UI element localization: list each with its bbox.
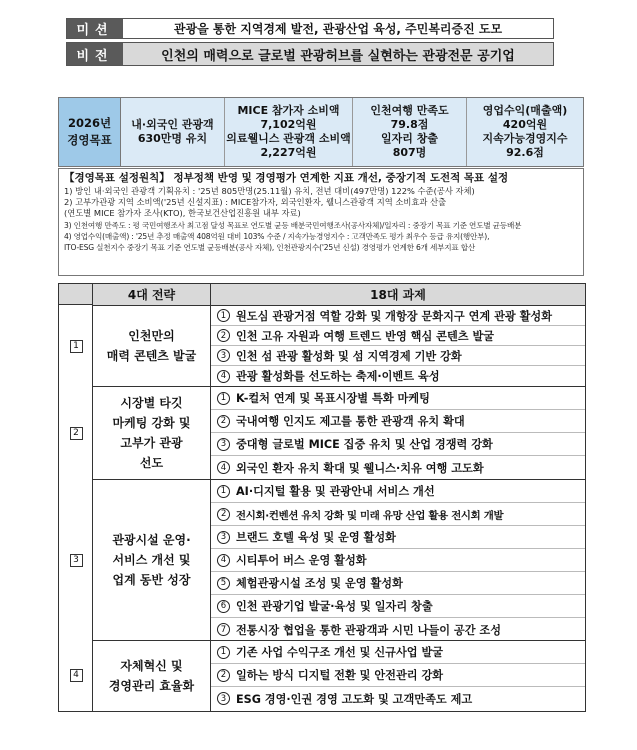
goal-line: 7,102억원 — [260, 118, 317, 131]
task-number-circle: 3 — [217, 349, 230, 362]
strategy-number-box: 1 — [70, 340, 83, 353]
task-item — [211, 549, 585, 572]
task-item — [211, 306, 585, 326]
strategy-name-line: 서비스 개선 및 — [112, 553, 191, 567]
strategy-name — [93, 306, 211, 386]
task-number-circle: 2 — [217, 329, 230, 342]
task-number-circle: 6 — [217, 600, 230, 613]
goal-cell — [467, 98, 583, 166]
strategy-name-line: 경영관리 효율화 — [108, 679, 195, 693]
task-number-circle: 4 — [217, 370, 230, 383]
strategy-name-line: 관광시설 운영· — [112, 533, 191, 547]
goal-cell — [225, 98, 353, 166]
task-number-circle: 1 — [217, 309, 230, 322]
goal-line: 인천여행 만족도 — [370, 104, 449, 117]
mission-label: 미션 — [67, 19, 123, 38]
task-text: 일하는 방식 디지털 전환 및 안전관리 강화 — [236, 669, 444, 682]
strategy-name-line: 시장별 타깃 — [120, 396, 183, 410]
goal-line: 내·외국인 관광객 — [131, 118, 214, 131]
task-text: 전통시장 협업을 통한 관광객과 시민 나들이 공간 조성 — [236, 623, 502, 637]
goal-line: 의료웰니스 관광객 소비액 — [226, 132, 351, 145]
task-text: 브랜드 호텔 육성 및 운영 활성화 — [236, 531, 396, 544]
task-number-circle: 2 — [217, 415, 230, 428]
task-item — [211, 480, 585, 503]
task-text: 전시회·컨벤션 유치 강화 및 미래 유망 산업 활용 전시회 개발 — [236, 509, 504, 522]
strategy-row — [73, 480, 585, 641]
task-number-circle: 5 — [217, 577, 230, 590]
strategy-number — [59, 306, 93, 386]
strategy-row — [73, 641, 585, 711]
task-item — [211, 326, 585, 346]
goal-line: 지속가능경영지수 — [482, 132, 568, 145]
goal-line: 2,227억원 — [260, 146, 317, 159]
notes-title: 【경영목표 설정원칙】 정부정책 반영 및 경영평가 연계한 지표 개선, 중장기적 도전적 목표 설정 — [64, 172, 509, 184]
task-text: 기존 사업 수익구조 개선 및 신규사업 발굴 — [236, 646, 444, 659]
goal-line: 807명 — [392, 146, 427, 159]
note-line: 2) 고부가관광 지역 소비액('25년 신설지표) : MICE참가자, 외국인환자, 웰니스관광객 지역 소비효과 산출 — [64, 197, 447, 208]
goals-heading-year: 2026년 — [67, 116, 112, 130]
task-number-circle: 1 — [217, 392, 230, 405]
task-text: 중대형 글로벌 MICE 집중 유치 및 산업 경쟁력 강화 — [236, 438, 493, 451]
strategy-header-col2: 18대 과제 — [370, 288, 426, 302]
note-line: ITO-ESG 실천지수 중장기 목표 기준 연도별 균등배분(공사 자체), 인천관광지수('25년 신설) 경영평가 연계한 6개 세부지표 합산 — [64, 243, 476, 253]
goal-line: 92.6점 — [506, 146, 544, 159]
strategy-name-line: 마케팅 강화 및 — [112, 416, 191, 430]
task-item — [211, 618, 585, 641]
task-item — [211, 595, 585, 618]
task-list — [211, 387, 585, 479]
task-text: 원도심 관광거점 역할 강화 및 개항장 문화지구 연계 관광 활성화 — [236, 309, 553, 323]
number-column-header — [58, 283, 92, 305]
task-item — [211, 572, 585, 595]
task-number-circle: 7 — [217, 623, 230, 636]
goal-line: 420억원 — [502, 118, 548, 131]
task-item — [211, 641, 585, 664]
task-list — [211, 641, 585, 711]
strategy-table — [73, 283, 586, 712]
goal-cell — [121, 98, 225, 166]
note-line: (연도별 MICE 참가자 조사(KTO), 한국보건산업진흥원 내부 자료) — [64, 208, 301, 219]
task-number-circle: 1 — [217, 646, 230, 659]
task-text: ESG 경영·인권 경영 고도화 및 고객만족도 제고 — [236, 692, 473, 706]
strategy-number — [59, 387, 93, 479]
task-number-circle: 3 — [217, 531, 230, 544]
task-number-circle: 4 — [217, 461, 230, 474]
task-number-circle: 3 — [217, 438, 230, 451]
goals-heading-label: 경영목표 — [67, 133, 112, 147]
strategy-number-box: 2 — [70, 427, 83, 440]
task-item — [211, 433, 585, 456]
strategy-name-line: 매력 콘텐츠 발굴 — [106, 349, 197, 363]
task-number-circle: 4 — [217, 554, 230, 567]
task-item — [211, 456, 585, 479]
goal-line: 영업수익(매출액) — [482, 104, 568, 117]
goals-table — [58, 97, 584, 167]
goal-setting-notes — [58, 168, 584, 276]
strategy-name — [93, 480, 211, 640]
task-number-circle: 2 — [217, 508, 230, 521]
task-item — [211, 664, 585, 687]
strategy-row — [73, 306, 585, 387]
task-text: 국내여행 인지도 제고를 통한 관광객 유치 확대 — [236, 415, 465, 428]
strategy-name-line: 자체혁신 및 — [120, 659, 183, 673]
goal-cell — [353, 98, 467, 166]
strategy-name-line: 업계 동반 성장 — [112, 573, 191, 587]
vision-text: 인천의 매력으로 글로벌 관광허브를 실현하는 관광전문 공기업 — [123, 43, 553, 65]
strategy-name-line: 선도 — [139, 456, 164, 470]
goal-line: 79.8점 — [390, 118, 429, 131]
task-text: 시티투어 버스 운영 활성화 — [236, 554, 367, 567]
task-item — [211, 346, 585, 366]
task-item — [211, 366, 585, 386]
strategy-number-box: 4 — [70, 669, 83, 682]
note-line: 4) 영업수익(매출액) : '25년 추정 매출액 408억원 대비 103% 수준 / 지속가능경영지수 : 고객만족도 평가 최우수 등급 유지(행안부), — [64, 231, 490, 241]
goal-line: 630만명 유치 — [137, 132, 208, 145]
strategy-number — [59, 480, 93, 640]
strategy-row — [73, 387, 585, 480]
task-item — [211, 503, 585, 526]
task-number-circle: 2 — [217, 669, 230, 682]
mission-row — [66, 18, 554, 39]
task-text: K-컬처 연계 및 목표시장별 특화 마케팅 — [236, 392, 430, 405]
mission-text: 관광을 통한 지역경제 발전, 관광산업 육성, 주민복리증진 도모 — [123, 19, 553, 38]
strategy-name-line: 인천만의 — [128, 329, 175, 343]
strategy-header-col1: 4대 전략 — [93, 284, 211, 305]
strategy-number-box: 3 — [70, 554, 83, 567]
task-number-circle: 1 — [217, 485, 230, 498]
task-text: 인천 관광기업 발굴·육성 및 일자리 창출 — [236, 600, 433, 613]
task-list — [211, 306, 585, 386]
task-text: 관광 활성화를 선도하는 축제·이벤트 육성 — [236, 370, 440, 383]
strategy-name-line: 고부가 관광 — [120, 436, 183, 450]
vision-row — [66, 42, 554, 66]
strategy-name — [93, 387, 211, 479]
goal-line: MICE 참가자 소비액 — [237, 104, 340, 117]
task-text: 인천 섬 관광 활성화 및 섬 지역경제 기반 강화 — [236, 349, 462, 363]
goals-heading — [59, 98, 121, 166]
task-item — [211, 526, 585, 549]
task-text: 인천 고유 자원과 여행 트렌드 반영 핵심 콘텐츠 발굴 — [236, 329, 495, 343]
note-line: 1) 방인 내·외국인 관광객 기획유치 : '25년 805만명(25.11월) 유치, 전년 대비(497만명) 122% 수준(공사 자체) — [64, 186, 475, 196]
task-item — [211, 387, 585, 410]
task-text: 외국인 환자 유치 확대 및 웰니스·치유 여행 고도화 — [236, 461, 484, 475]
task-number-circle: 3 — [217, 692, 230, 705]
note-line: 3) 인천여행 만족도 : 평 국민여행조사 최고점 달성 목표로 연도별 균등 배분국민여행조사(공사자체)/일자리 : 중장기 목표 기준 연도별 균등배분 — [64, 220, 522, 230]
goal-line: 일자리 창출 — [381, 132, 438, 145]
task-item — [211, 410, 585, 433]
task-item — [211, 687, 585, 710]
task-text: 체험관광시설 조성 및 운영 활성화 — [236, 577, 403, 590]
task-list — [211, 480, 585, 640]
strategy-name — [93, 641, 211, 711]
strategy-number — [59, 641, 93, 710]
vision-label: 비전 — [67, 43, 123, 65]
strategy-header — [93, 284, 585, 306]
task-text: AI·디지털 활용 및 관광안내 서비스 개선 — [236, 485, 435, 498]
